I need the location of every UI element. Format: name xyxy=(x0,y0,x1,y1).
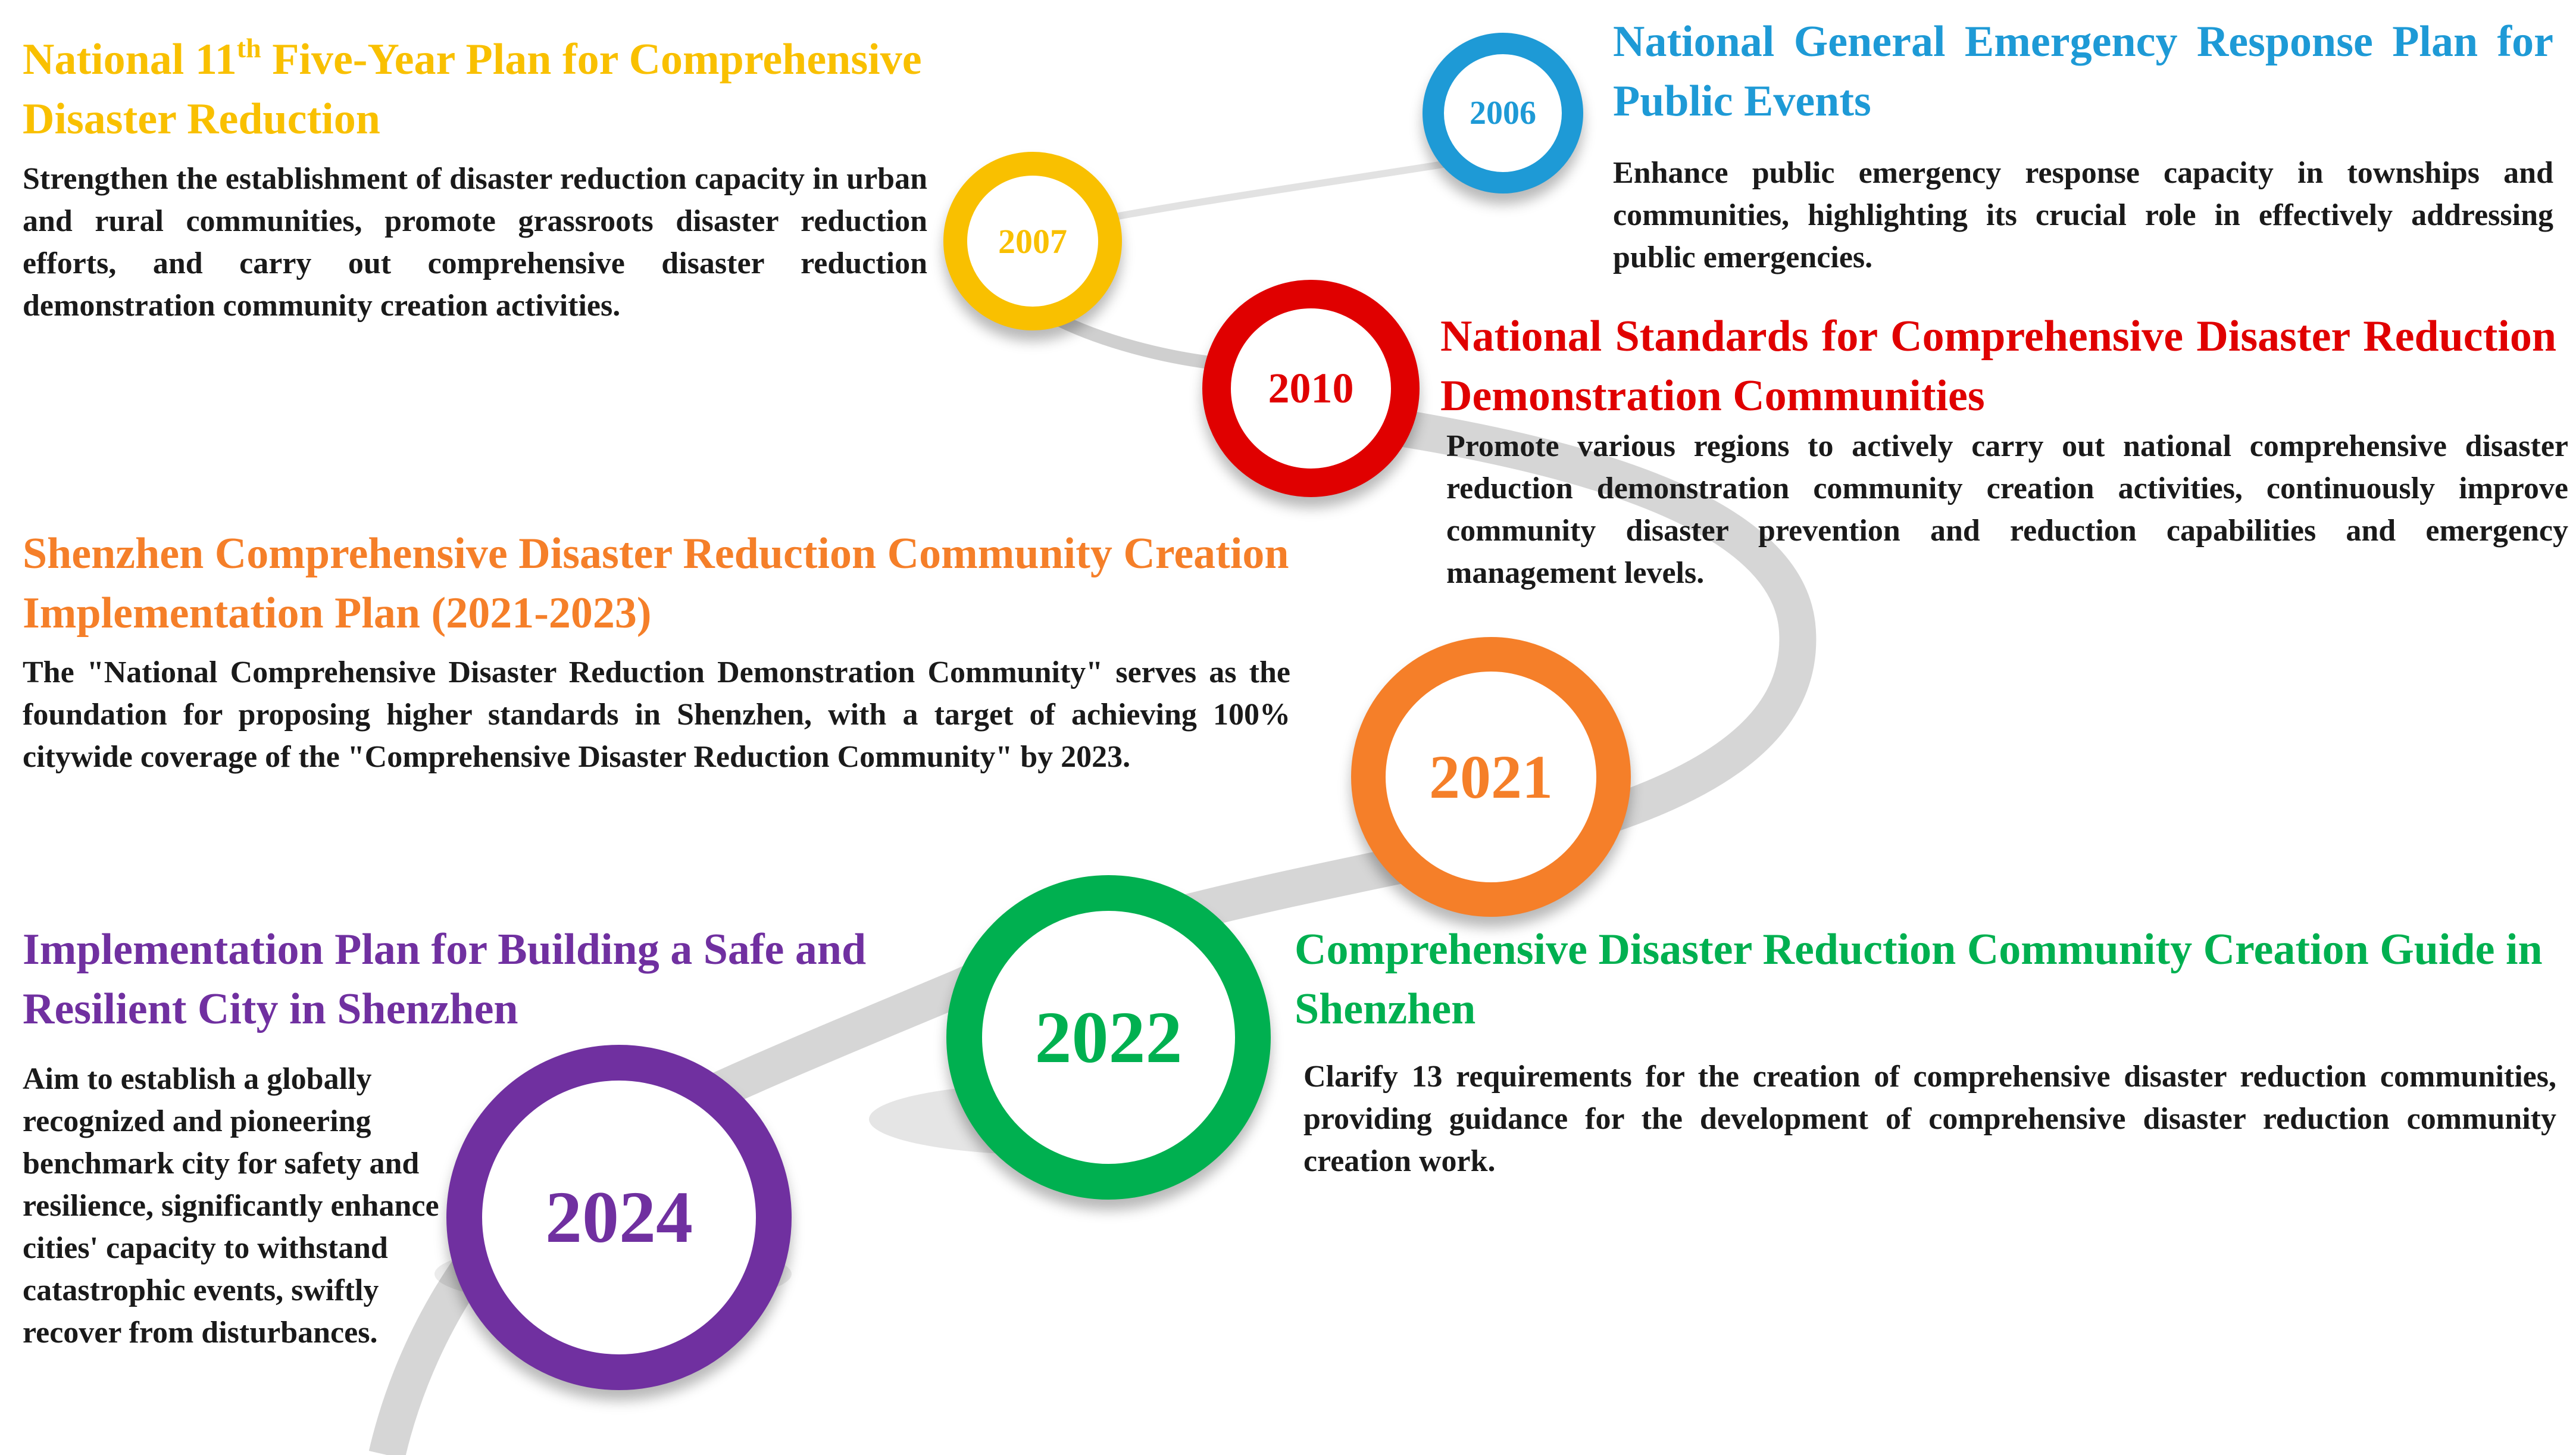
year-label-2022: 2022 xyxy=(1034,996,1183,1078)
year-circle-2007 xyxy=(943,152,1122,330)
year-circle-2024 xyxy=(446,1045,792,1390)
year-label-2021: 2021 xyxy=(1429,742,1553,811)
year-label-2010: 2010 xyxy=(1268,364,1354,412)
milestone-description-2022: Clarify 13 requirements for the creation of comprehensive disaster reduction communities, providing guidance for the development of comprehensive disaster reduction community creation work. xyxy=(1303,1060,2556,1178)
year-label-2006: 2006 xyxy=(1470,95,1536,132)
milestone-title-2022: Comprehensive Disaster Reduction Community Creation Guide in Shenzhen xyxy=(1295,925,2543,1034)
milestone-title-2021: Shenzhen Comprehensive Disaster Reduction Community Creation Implementation Plan (2021-2023) xyxy=(23,529,1289,638)
year-circle-2022 xyxy=(946,875,1271,1200)
milestone-description-2021: The "National Comprehensive Disaster Reduction Demonstration Community" serves as the foundation for proposing higher standards in Shenzhen, with a target of achieving 100% citywide coverage of the "Comprehensive Disaster Reduction Community" by 2023. xyxy=(23,655,1290,774)
year-circle-2006 xyxy=(1423,33,1583,193)
milestone-description-2007: Strengthen the establishment of disaster reduction capacity in urban and rural communities, promote grassroots disaster reduction efforts, and carry out comprehensive disaster reduction demonstration community creation activities. xyxy=(23,162,927,323)
milestone-description-2006: Enhance public emergency response capacity in townships and communities, highlighting its crucial role in effectively addressing public emergencies. xyxy=(1613,156,2553,274)
year-circle-2010 xyxy=(1202,280,1420,497)
year-label-2024: 2024 xyxy=(545,1176,693,1258)
milestone-title-2010: National Standards for Comprehensive Disaster Reduction Demonstration Communities xyxy=(1440,312,2556,420)
milestone-title-2006: National General Emergency Response Plan for Public Events xyxy=(1613,17,2553,126)
title-superscript-th: th xyxy=(236,33,261,63)
timeline-connector-2007-2010 xyxy=(1051,316,1214,363)
milestone-title-2024: Implementation Plan for Building a Safe and Resilient City in Shenzhen xyxy=(23,925,867,1034)
year-circle-2021 xyxy=(1351,637,1631,917)
milestone-description-2010: Promote various regions to actively carry out national comprehensive disaster reduction demonstration community creation activities, continuously improve community disaster prevention and reduction capabilities and emergency management levels. xyxy=(1446,429,2568,590)
year-label-2007: 2007 xyxy=(998,221,1067,261)
milestone-description-2024: Aim to establish a globally recognized and pioneering benchmark city for safety and resilience, significantly enhance cities' capacity to withstand catastrophic events, swiftly recover from disturbances. xyxy=(23,1062,439,1350)
milestone-title-2007: National 11th Five-Year Plan for Comprehensive Disaster Reduction xyxy=(23,33,922,143)
